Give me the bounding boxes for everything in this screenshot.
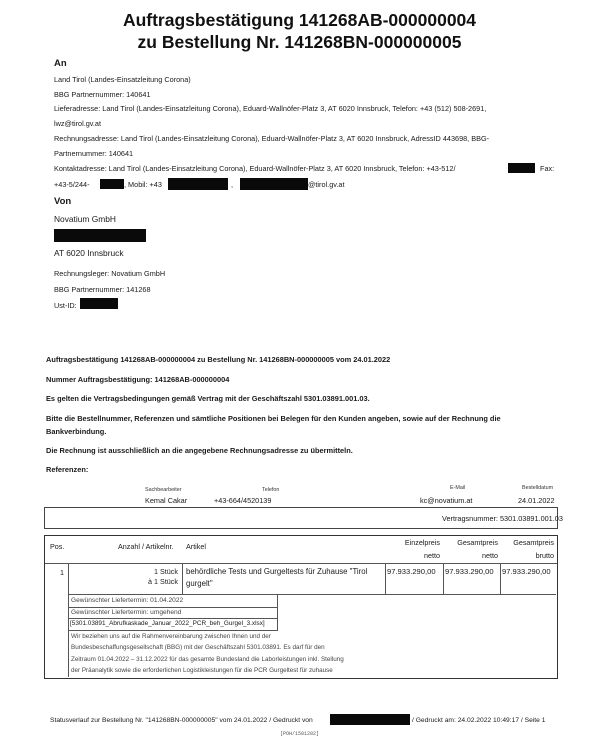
ref-header-sachbearbeiter: Sachbearbeiter [145,487,182,493]
table-col-divider [500,564,501,594]
an-bbg: BBG Partnernummer: 140641 [54,90,151,99]
table-row-divider [68,618,278,619]
redaction-block [330,714,410,725]
item-text-line2: Bundesbeschaffungsgesellschaft (BBG) mit der Geschäftszahl 5301.03891. Es darf für den [71,644,325,651]
table-header-pos: Pos. [50,542,65,551]
referenzen-label: Referenzen: [46,465,89,474]
table-header-gesamtpreis-brutto: Gesamtpreis [513,538,554,547]
von-bbg: BBG Partnernummer: 141268 [54,285,151,294]
attachment-filename: [5301.03891_Abrufkaskade_Januar_2022_PCR_beh_Gurgel_3.xlsx] [70,620,265,627]
table-col-divider [68,564,69,677]
item-text-line1: Wir beziehen uns auf die Rahmenvereinbarung zwischen Ihnen und der [71,633,271,640]
redaction-block [80,298,118,309]
von-ust-label: Ust-ID: [54,301,77,310]
info-number: Nummer Auftragsbestätigung: 141268AB-000000004 [46,375,230,384]
document-title-line1: Auftragsbestätigung 141268AB-000000004 [122,10,477,30]
table-row-pos: 1 [60,568,64,577]
an-kontaktadresse: Kontaktadresse: Land Tirol (Landes-Einsatzleitung Corona), Eduard-Wallnöfer-Platz 3, AT 6020 Innsbruck, Telefon: +43-512/ [54,164,456,173]
table-header-einzelpreis: Einzelpreis [404,538,440,547]
info-rechnung-hint: Die Rechnung ist ausschließlich an die angegebene Rechnungsadresse zu übermitteln. [46,446,353,455]
table-header-anzahl: Anzahl / Artikelnr. [118,542,174,551]
ref-sachbearbeiter: Kemal Cakar [145,496,188,505]
an-kontakt-phone: +43-5/244- [54,180,90,189]
table-header-artikel: Artikel [186,542,206,551]
ref-header-bestelldatum: Bestelldatum [522,485,554,491]
ref-email: kc@novatium.at [420,496,473,505]
an-fax-label: Fax: [540,164,555,173]
redaction-block [168,178,228,190]
vertragsnummer: Vertragsnummer: 5301.03891.001.03 [442,514,563,523]
von-name: Novatium GmbH [54,214,116,224]
table-header-brutto: brutto [535,551,554,560]
table-col-divider [277,594,278,631]
redaction-block [54,229,146,242]
table-col-divider [182,564,183,594]
info-vertragsbedingungen: Es gelten die Vertragsbedingungen gemäß Vertrag mit der Geschäftszahl 5301.03891.001.03. [46,394,370,403]
an-rechnungsadresse-cont: Partnernummer: 140641 [54,149,134,158]
an-kontakt-sep: , [231,180,234,189]
footer-statusverlauf: Statusverlauf zur Bestellung Nr. "141268BN-000000005" vom 24.01.2022 / Gedruckt von [50,717,313,724]
table-row-anzahl: 1 Stück [154,567,178,576]
ref-telefon: +43-664/4520139 [214,496,272,505]
table-row-divider [68,607,278,608]
liefertermin-1: Gewünschter Liefertermin: 01.04.2022 [71,597,184,604]
document-title-line2: zu Bestellung Nr. 141268BN-000000005 [137,32,462,52]
table-col-divider [443,564,444,594]
an-name: Land Tirol (Landes-Einsatzleitung Corona) [54,75,191,84]
ref-header-telefon: Telefon [262,487,280,493]
redaction-block [240,178,308,190]
info-bestellnummer-hint-cont: Bankverbindung. [46,427,107,436]
liefertermin-2: Gewünschter Liefertermin: umgehend [71,609,182,616]
table-header-divider [45,563,557,564]
table-row-artikel: behördliche Tests und Gurgeltests für Zuhause "Tirol [186,567,368,576]
an-label: An [54,58,67,69]
an-kontakt-mobil: , Mobil: +43 [124,180,162,189]
table-header-gesamtpreis: Gesamtpreis [457,538,498,547]
redaction-block [100,179,124,189]
table-row-artikelnr: à 1 Stück [148,577,178,586]
table-header-gesamtpreis-netto: netto [482,551,498,560]
table-row-artikel-cont: gurgelt" [186,579,213,588]
table-row-gesamtpreis: 97.933.290,00 [445,567,494,576]
table-header-einzelpreis-netto: netto [424,551,440,560]
table-row-brutto: 97.933.290,00 [502,567,551,576]
an-lieferadresse: Lieferadresse: Land Tirol (Landes-Einsatzleitung Corona), Eduard-Wallnöfer-Platz 3, AT 6020 Innsbruck, Telefon: +43 (512) 508-2691, [54,104,487,113]
footer-gedruckt-am: / Gedruckt am: 24.02.2022 10:49:17 / Seite 1 [412,717,546,724]
table-row-divider [68,630,278,631]
an-rechnungsadresse: Rechnungsadresse: Land Tirol (Landes-Einsatzleitung Corona), Eduard-Wallnöfer-Platz 3, AT 6020 Innsbruck, AdressID 443698, BBG- [54,134,490,143]
von-city: AT 6020 Innsbruck [54,248,124,258]
info-bestellnummer-hint: Bitte die Bestellnummer, Referenzen und sämtliche Positionen bei Belegen für den Kunden angeben, sowie auf der Rechnung die [46,414,501,423]
an-lieferadresse-email: lwz@tirol.gv.at [54,119,102,128]
von-label: Von [54,196,72,207]
table-row-divider [68,594,556,595]
an-kontakt-email: @tirol.gv.at [308,180,345,189]
table-col-divider [385,564,386,594]
table-row-einzelpreis: 97.933.290,00 [387,567,436,576]
ref-bestelldatum: 24.01.2022 [518,496,555,505]
footer-code: [POH/1501202] [279,731,319,737]
item-text-line4: der Präanalytik sowie die erforderlichen Logistikleistungen für die PCR Gurgeltest für zuhause [71,667,333,674]
ref-header-email: E-Mail [450,485,466,491]
info-headline: Auftragsbestätigung 141268AB-000000004 zu Bestellung Nr. 141268BN-000000005 vom 24.01.2022 [46,355,391,364]
von-rechnungsleger: Rechnungsleger: Novatium GmbH [54,269,166,278]
redaction-block [508,163,535,173]
item-text-line3: Zeitraum 01.04.2022 – 31.12.2022 für das gesamte Bundesland die Laborleistungen inkl. Stellung [71,656,344,663]
